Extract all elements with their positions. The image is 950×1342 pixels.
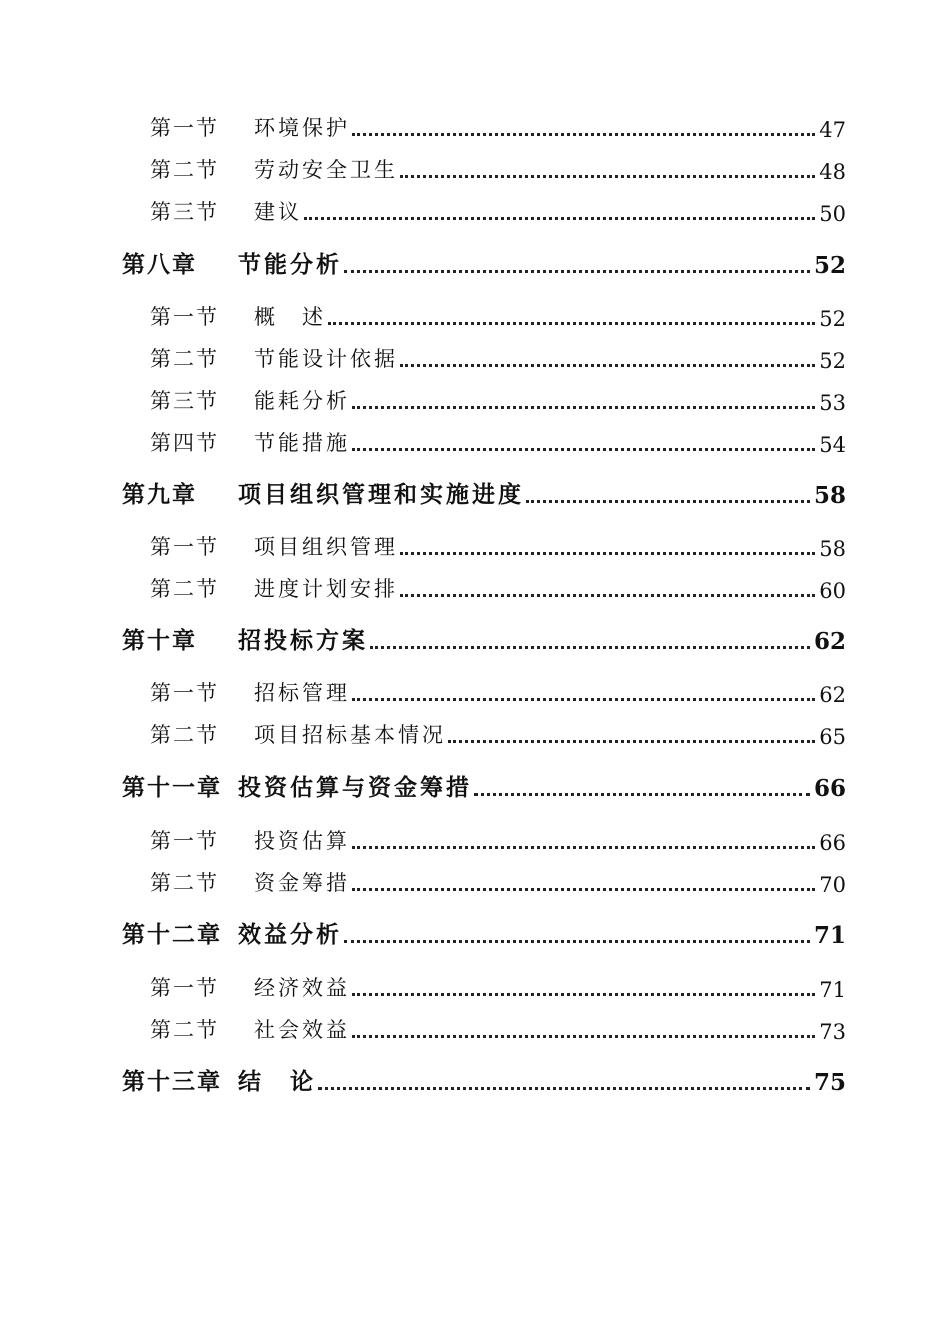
toc-page-number: 62: [813, 628, 846, 655]
dot-leader: [352, 698, 815, 701]
toc-section-entry[interactable]: [150, 968, 846, 1002]
toc-entry-number: 第一节: [150, 116, 219, 140]
toc-entry-number: 第一节: [150, 305, 219, 329]
toc-entry-number: 第二节: [150, 723, 219, 747]
toc-chapter-entry[interactable]: [122, 1062, 846, 1096]
toc-entry-number: 第十一章: [122, 774, 222, 801]
toc-page-number: 50: [819, 202, 846, 226]
toc-entry-number: 第一节: [150, 535, 219, 559]
toc-page-number: 54: [819, 433, 846, 457]
dot-leader: [328, 322, 815, 325]
toc-entry-title: 概 述: [254, 305, 326, 329]
toc-page-number: 47: [819, 118, 846, 142]
toc-entry-title: 劳动安全卫生: [254, 158, 398, 182]
toc-entry-title: 环境保护: [254, 116, 350, 140]
toc-entry-number: 第二节: [150, 1018, 219, 1042]
toc-page-number: 52: [819, 307, 846, 331]
toc-page-number: 48: [819, 160, 846, 184]
dot-leader: [448, 740, 815, 743]
toc-section-entry[interactable]: [150, 339, 846, 373]
toc-entry-title: 结 论: [238, 1068, 316, 1095]
toc-entry-number: 第十章: [122, 627, 197, 654]
toc-chapter-entry[interactable]: [122, 475, 846, 509]
toc-page-number: 75: [813, 1069, 846, 1096]
toc-section-entry[interactable]: [150, 150, 846, 184]
dot-leader: [352, 406, 815, 409]
toc-section-entry[interactable]: [150, 1010, 846, 1044]
toc-entry-title: 节能分析: [238, 251, 342, 278]
toc-entry-title: 投资估算: [254, 829, 350, 853]
dot-leader: [400, 364, 815, 367]
toc-entry-number: 第二节: [150, 347, 219, 371]
toc-entry-title: 资金筹措: [254, 871, 350, 895]
toc-entry-number: 第四节: [150, 431, 219, 455]
toc-entry-title: 效益分析: [238, 921, 342, 948]
toc-section-entry[interactable]: [150, 527, 846, 561]
toc-entry-title: 招投标方案: [238, 627, 368, 654]
dot-leader: [352, 846, 815, 849]
dot-leader: [400, 175, 815, 178]
toc-page-number: 52: [813, 252, 846, 279]
toc-entry-number: 第十二章: [122, 921, 222, 948]
toc-entry-number: 第二节: [150, 158, 219, 182]
toc-entry-title: 节能措施: [254, 431, 350, 455]
toc-page-number: 58: [819, 537, 846, 561]
toc-entry-number: 第三节: [150, 200, 219, 224]
dot-leader: [344, 270, 810, 273]
toc-section-entry[interactable]: [150, 569, 846, 603]
toc-section-entry[interactable]: [150, 821, 846, 855]
toc-section-entry[interactable]: [150, 297, 846, 331]
toc-entry-title: 能耗分析: [254, 389, 350, 413]
dot-leader: [400, 552, 815, 555]
dot-leader: [474, 793, 810, 796]
dot-leader: [400, 594, 815, 597]
toc-entry-number: 第二节: [150, 871, 219, 895]
toc-page-number: 66: [813, 775, 846, 802]
toc-page-number: 70: [819, 873, 846, 897]
dot-leader: [352, 993, 815, 996]
toc-page-number: 66: [819, 831, 846, 855]
toc-entry-number: 第一节: [150, 681, 219, 705]
toc-entry-number: 第三节: [150, 389, 219, 413]
toc-entry-title: 经济效益: [254, 976, 350, 1000]
dot-leader: [318, 1087, 810, 1090]
dot-leader: [352, 888, 815, 891]
toc-page-number: 62: [819, 683, 846, 707]
toc-chapter-entry[interactable]: [122, 621, 846, 655]
toc-entry-number: 第八章: [122, 251, 197, 278]
toc-entry-number: 第一节: [150, 976, 219, 1000]
dot-leader: [352, 1035, 815, 1038]
toc-chapter-entry[interactable]: [122, 768, 846, 802]
dot-leader: [344, 940, 810, 943]
toc-section-entry[interactable]: [150, 423, 846, 457]
toc-chapter-entry[interactable]: [122, 245, 846, 279]
toc-page-number: 71: [819, 978, 846, 1002]
toc-page-number: 71: [813, 922, 846, 949]
toc-section-entry[interactable]: [150, 192, 846, 226]
dot-leader: [370, 646, 810, 649]
toc-page-number: 53: [819, 391, 846, 415]
toc-section-entry[interactable]: [150, 108, 846, 142]
toc-entry-number: 第二节: [150, 577, 219, 601]
dot-leader: [352, 133, 815, 136]
toc-entry-title: 进度计划安排: [254, 577, 398, 601]
toc-entry-title: 项目招标基本情况: [254, 723, 446, 747]
toc-entry-title: 投资估算与资金筹措: [238, 774, 472, 801]
toc-entry-title: 招标管理: [254, 681, 350, 705]
toc-section-entry[interactable]: [150, 673, 846, 707]
toc-entry-title: 节能设计依据: [254, 347, 398, 371]
toc-page-number: 65: [819, 725, 846, 749]
toc-section-entry[interactable]: [150, 863, 846, 897]
toc-entry-number: 第九章: [122, 481, 197, 508]
toc-page-number: 52: [819, 349, 846, 373]
dot-leader: [304, 217, 815, 220]
dot-leader: [352, 448, 815, 451]
toc-section-entry[interactable]: [150, 381, 846, 415]
toc-entry-title: 项目组织管理: [254, 535, 398, 559]
toc-entry-title: 项目组织管理和实施进度: [238, 481, 524, 508]
toc-entry-number: 第一节: [150, 829, 219, 853]
toc-page-number: 58: [813, 482, 846, 509]
toc-page-number: 60: [819, 579, 846, 603]
toc-entry-title: 社会效益: [254, 1018, 350, 1042]
toc-entry-number: 第十三章: [122, 1068, 222, 1095]
toc-chapter-entry[interactable]: [122, 915, 846, 949]
dot-leader: [526, 500, 810, 503]
toc-entry-title: 建议: [254, 200, 302, 224]
toc-section-entry[interactable]: [150, 715, 846, 749]
toc-page-number: 73: [819, 1020, 846, 1044]
